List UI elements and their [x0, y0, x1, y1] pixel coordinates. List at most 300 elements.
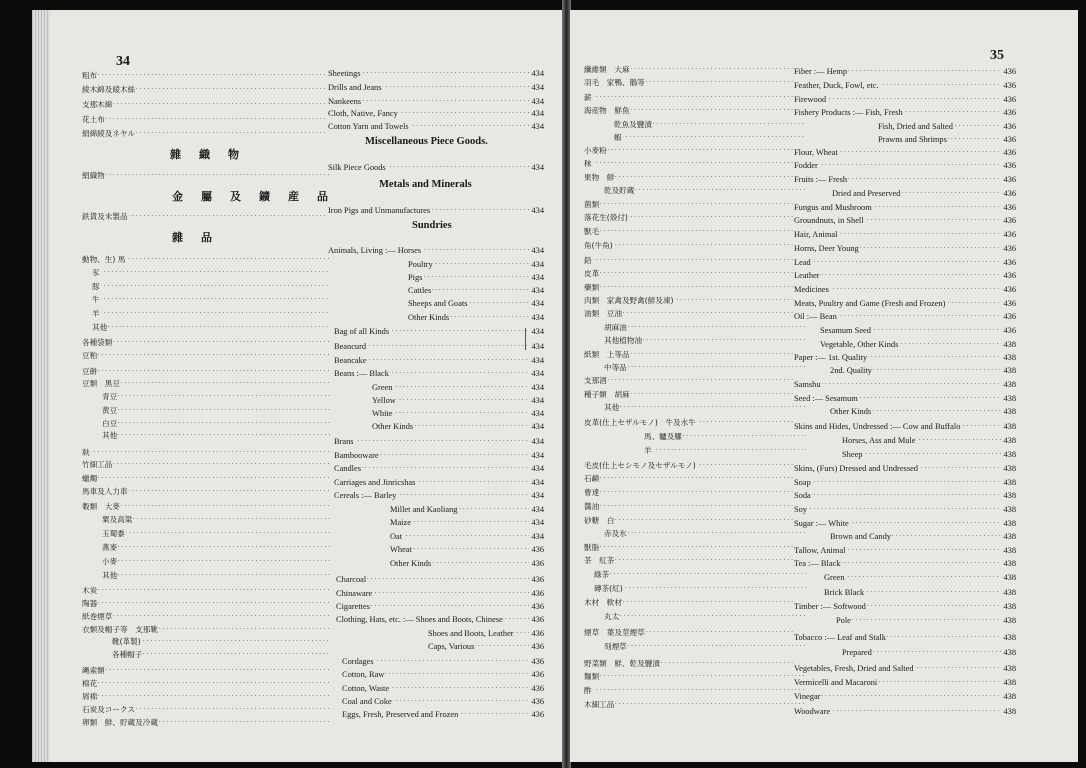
entry-text: Bambooware — [334, 451, 379, 460]
jp-entry — [584, 500, 806, 513]
page-ref: 438 — [1003, 532, 1016, 541]
dot-leader — [584, 684, 806, 697]
page-ref: 438 — [1003, 450, 1016, 459]
jp-entry — [102, 404, 330, 417]
jp-entry-text: 支那木綿 — [82, 100, 113, 109]
jp-entry-text: 其他 — [102, 431, 118, 440]
index-entry — [794, 462, 1016, 475]
index-entry — [794, 392, 1016, 405]
dot-leader — [614, 131, 806, 144]
jp-entry-text: 各種袋類 — [82, 338, 113, 347]
jp-entry-text: 白豆 — [102, 419, 118, 428]
dot-leader — [82, 98, 330, 111]
jp-entry — [82, 485, 330, 498]
page-ref: 436 — [1003, 189, 1016, 198]
page-ref: 438 — [1003, 353, 1016, 362]
jp-entry — [594, 568, 806, 581]
entry-text: Animals, Living :— Horses — [328, 246, 422, 255]
dot-leader — [594, 568, 806, 581]
dot-leader — [102, 429, 330, 442]
page-ref: 434 — [531, 437, 544, 446]
entry-text: Samshu — [794, 380, 821, 389]
section-heading-jp: 雜品 — [172, 231, 230, 244]
jp-entry — [82, 210, 330, 223]
jp-entry — [584, 348, 806, 361]
entry-text: Seed :— Sesamum — [794, 394, 858, 403]
page-ref: 436 — [1003, 108, 1016, 117]
entry-text: Fodder — [794, 161, 818, 170]
page-ref: 434 — [531, 396, 544, 405]
page-ref: 434 — [531, 464, 544, 473]
jp-entry — [82, 458, 330, 471]
index-entry — [336, 587, 544, 600]
index-entry — [372, 394, 544, 407]
jp-entry-text: 乾魚及鹽漬 — [614, 120, 652, 129]
jp-entry — [604, 527, 806, 540]
jp-entry-text: 絹綿綾及ネヤル — [82, 129, 136, 138]
page-ref: 436 — [1003, 135, 1016, 144]
dot-leader — [584, 281, 806, 294]
jp-entry — [584, 211, 806, 224]
jp-entry-text: 酢 — [584, 686, 592, 695]
entry-text: Pole — [836, 616, 851, 625]
jp-entry — [102, 569, 330, 582]
jp-entry-text: 煙草 葉及莖煙草 — [584, 628, 645, 637]
jp-entry — [92, 321, 330, 334]
page-ref: 436 — [1003, 81, 1016, 90]
page-ref: 436 — [531, 589, 544, 598]
page-ref: 436 — [1003, 67, 1016, 76]
index-entry — [794, 159, 1016, 172]
jp-entry-text: 海産物 鮮魚 — [584, 106, 630, 115]
dot-leader — [82, 584, 330, 597]
entry-text: 2nd. Quality — [830, 366, 872, 375]
entry-text: Sugar :— White — [794, 519, 849, 528]
index-entry — [342, 668, 544, 681]
entry-text: Bag of all Kinds — [334, 327, 390, 336]
page-ref: 436 — [1003, 285, 1016, 294]
entry-text: Soap — [794, 478, 811, 487]
entry-text: Oat — [390, 532, 403, 541]
jp-entry — [102, 527, 330, 540]
dot-leader — [794, 256, 1002, 269]
jp-entry — [584, 63, 806, 76]
dot-leader — [82, 472, 330, 485]
jp-entry — [112, 635, 330, 648]
page-ref: 438 — [1003, 407, 1016, 416]
dot-leader — [92, 307, 330, 320]
dot-leader — [92, 266, 330, 279]
jp-entry — [82, 349, 330, 362]
page-ref: 436 — [1003, 148, 1016, 157]
dot-leader — [604, 640, 806, 653]
index-entry — [328, 161, 544, 174]
index-entry — [794, 65, 1016, 78]
page-ref: 438 — [1003, 491, 1016, 500]
jp-entry — [584, 388, 806, 401]
jp-entry-text: 紙巻煙草 — [82, 612, 113, 621]
dot-leader — [82, 349, 330, 362]
page-ref: 436 — [531, 575, 544, 584]
left-page — [32, 10, 565, 762]
index-entry — [428, 627, 544, 640]
entry-text: Vegetables, Fresh, Dried and Salted — [794, 664, 914, 673]
index-entry — [794, 146, 1016, 159]
jp-entry-text: 鉛 — [584, 256, 592, 265]
index-entry — [820, 338, 1016, 351]
index-entry — [794, 93, 1016, 106]
jp-entry-text: 小麥粉 — [584, 146, 607, 155]
page-ref: 434 — [531, 163, 544, 172]
entry-text: Horns, Deer Young — [794, 244, 859, 253]
jp-entry — [604, 321, 806, 334]
jp-entry-text: 穀類 大麥 — [82, 502, 120, 511]
jp-entry — [584, 281, 806, 294]
jp-entry-text: 花土布 — [82, 115, 105, 124]
dot-leader — [82, 610, 330, 623]
page-ref: 438 — [1003, 478, 1016, 487]
jp-entry — [584, 459, 806, 472]
index-entry — [336, 613, 544, 626]
index-entry — [794, 283, 1016, 296]
jp-entry-text: 磚茶(紅) — [594, 584, 623, 593]
jp-entry — [584, 76, 806, 89]
entry-text: Fruits :— Fresh — [794, 175, 848, 184]
dot-leader — [584, 514, 806, 527]
section-heading: Sundries — [412, 220, 452, 231]
page-ref: 436 — [1003, 271, 1016, 280]
jp-entry-text: 馬、驢及騾 — [644, 432, 682, 441]
jp-entry — [584, 698, 806, 711]
entry-text: Paper :— 1st. Quality — [794, 353, 868, 362]
dot-leader — [594, 582, 806, 595]
index-entry — [794, 600, 1016, 613]
jp-entry — [102, 513, 330, 526]
entry-text: Tobacco :— Leaf and Stalk — [794, 633, 886, 642]
jp-entry-text: 絹織物 — [82, 171, 105, 180]
jp-entry — [112, 648, 330, 661]
index-entry — [794, 420, 1016, 433]
index-entry — [408, 297, 544, 310]
index-entry — [390, 530, 544, 543]
jp-entry-text: 玉蜀黍 — [102, 529, 125, 538]
jp-entry-text: 其他 — [102, 571, 118, 580]
index-entry — [334, 449, 544, 462]
entry-text: Brick Black — [824, 588, 865, 597]
page-ref: 436 — [1003, 161, 1016, 170]
index-entry — [794, 214, 1016, 227]
page-ref: 438 — [1003, 366, 1016, 375]
jp-entry — [584, 514, 806, 527]
index-entry — [794, 242, 1016, 255]
entry-text: Caps, Various — [428, 642, 475, 651]
index-entry — [794, 269, 1016, 282]
jp-entry-text: 羊 — [644, 446, 652, 455]
entry-text: Eggs, Fresh, Preserved and Frozen — [342, 710, 459, 719]
dot-leader — [794, 159, 1002, 172]
page-ref: 436 — [1003, 216, 1016, 225]
jp-entry — [584, 225, 806, 238]
entry-text: Carriages and Jinricshas — [334, 478, 416, 487]
section-heading: Miscellaneous Piece Goods. — [365, 136, 488, 147]
page-ref: 436 — [531, 657, 544, 666]
page-ref: 436 — [531, 684, 544, 693]
entry-text: Beans :— Black — [334, 369, 389, 378]
jp-entry — [82, 597, 330, 610]
jp-entry-text: 角(牛角) — [584, 241, 613, 250]
index-entry — [842, 448, 1016, 461]
entry-text: Clothing, Hats, etc. :— Shoes and Boots, Chinese — [336, 615, 503, 624]
dot-leader — [112, 648, 330, 661]
right-page — [570, 10, 1078, 762]
index-entry — [334, 340, 544, 353]
index-entry — [878, 133, 1016, 146]
dot-leader — [334, 435, 530, 448]
jp-entry — [604, 334, 806, 347]
jp-entry-text: 皮革 — [584, 269, 600, 278]
dot-leader — [794, 690, 1002, 703]
jp-entry — [82, 83, 330, 96]
page-ref: 438 — [1003, 692, 1016, 701]
jp-entry-text: 薪 — [584, 93, 592, 102]
page-ref: 434 — [531, 122, 544, 131]
jp-entry-text: 茶 紅茶 — [584, 556, 615, 565]
index-entry — [794, 662, 1016, 675]
entry-text: Cattles — [408, 286, 432, 295]
entry-text: Soda — [794, 491, 811, 500]
page-ref: 434 — [531, 206, 544, 215]
jp-entry-text: 皮革(仕上セザルモノ) 牛及水牛 — [584, 418, 696, 427]
jp-entry — [82, 500, 330, 513]
jp-entry — [92, 293, 330, 306]
dot-leader — [102, 404, 330, 417]
entry-text: Pigs — [408, 273, 423, 282]
index-entry — [342, 695, 544, 708]
book-edge — [32, 10, 50, 762]
page-ref: 436 — [1003, 244, 1016, 253]
entry-text: Fish, Dried and Salted — [878, 122, 953, 131]
jp-entry — [92, 266, 330, 279]
index-entry — [794, 106, 1016, 119]
index-entry — [820, 324, 1016, 337]
index-entry — [836, 614, 1016, 627]
page-ref: 438 — [1003, 664, 1016, 673]
entry-text: Green — [372, 383, 393, 392]
entry-text: Drills and Jeans — [328, 83, 382, 92]
jp-entry — [82, 169, 330, 182]
entry-text: Hair, Animal — [794, 230, 838, 239]
jp-entry — [584, 198, 806, 211]
index-entry — [328, 120, 544, 133]
index-entry — [794, 228, 1016, 241]
jp-entry-text: 青豆 — [102, 392, 118, 401]
page-ref: 434 — [531, 83, 544, 92]
jp-entry-text: 陶器 — [82, 599, 98, 608]
dot-leader — [584, 267, 806, 280]
entry-text: Other Kinds — [372, 422, 414, 431]
entry-text: Sheetings — [328, 69, 361, 78]
index-entry — [830, 364, 1016, 377]
jp-entry — [604, 610, 806, 623]
page-ref: 438 — [1003, 616, 1016, 625]
dot-leader — [102, 513, 330, 526]
entry-text: Coal and Coke — [342, 697, 392, 706]
index-entry — [342, 682, 544, 695]
entry-text: Tallow, Animal — [794, 546, 846, 555]
jp-entry — [584, 374, 806, 387]
entry-text: Nankeens — [328, 97, 362, 106]
page-ref: 434 — [531, 260, 544, 269]
page-ref: 434 — [531, 451, 544, 460]
dot-leader — [604, 361, 806, 374]
jp-entry-text: 燕麥 — [102, 543, 118, 552]
jp-entry — [584, 670, 806, 683]
index-entry — [824, 571, 1016, 584]
jp-entry-text: 動物、生) 馬 — [82, 255, 126, 264]
page-ref: 434 — [531, 246, 544, 255]
entry-text: White — [372, 409, 393, 418]
jp-entry-text: 砂糖 白 — [584, 516, 615, 525]
entry-text: Leather — [794, 271, 820, 280]
index-entry — [794, 676, 1016, 689]
jp-entry-text: 豆粕 — [82, 351, 98, 360]
entry-text: Dried and Preserved — [832, 189, 901, 198]
dot-leader — [82, 458, 330, 471]
page-ref: 436 — [531, 602, 544, 611]
dot-leader — [584, 486, 806, 499]
jp-entry-text: 石鹸 — [584, 474, 600, 483]
jp-entry — [82, 664, 330, 677]
dot-leader — [82, 677, 330, 690]
page-ref: 438 — [1003, 573, 1016, 582]
page-ref: 434 — [531, 97, 544, 106]
jp-entry-text: 乾及貯蔵 — [604, 186, 635, 195]
index-entry — [842, 434, 1016, 447]
index-entry — [830, 530, 1016, 543]
index-entry — [372, 420, 544, 433]
page-ref: 436 — [1003, 122, 1016, 131]
page-ref: 438 — [1003, 464, 1016, 473]
page-ref: 434 — [531, 369, 544, 378]
page-ref: 438 — [1003, 394, 1016, 403]
jp-entry — [102, 429, 330, 442]
jp-entry — [82, 690, 330, 703]
jp-entry-text: 蠟燭 — [82, 474, 98, 483]
jp-entry — [82, 703, 330, 716]
index-entry — [794, 173, 1016, 186]
index-entry — [334, 476, 544, 489]
jp-entry — [644, 430, 806, 443]
index-entry — [334, 462, 544, 475]
index-entry — [372, 407, 544, 420]
dot-leader — [102, 555, 330, 568]
jp-entry-text: 卵類 鮮、貯蔵及冷蔵 — [82, 718, 158, 727]
entry-text: Other Kinds — [830, 407, 872, 416]
jp-entry-text: 其他 — [604, 403, 620, 412]
index-entry — [794, 705, 1016, 718]
dot-leader — [82, 336, 330, 349]
page-ref: 434 — [531, 478, 544, 487]
jp-entry-text: 綠茶 — [594, 570, 610, 579]
entry-text: Cordages — [342, 657, 374, 666]
dot-leader — [584, 171, 806, 184]
jp-entry-text: 毛皮(仕上セシモノ及セザルモノ) — [584, 461, 696, 470]
entry-text: Skins, (Furs) Dressed and Undressed — [794, 464, 918, 473]
entry-text: Beancurd — [334, 342, 367, 351]
jp-entry-text: 各種帽子 — [112, 650, 143, 659]
dot-leader — [584, 254, 806, 267]
jp-entry — [584, 144, 806, 157]
index-entry — [334, 435, 544, 448]
jp-entry-text: 屑棉 — [82, 692, 98, 701]
jp-entry-text: 豆餅 — [82, 367, 98, 376]
jp-entry — [82, 716, 330, 729]
page-ref: 434 — [531, 313, 544, 322]
jp-entry — [584, 684, 806, 697]
dot-leader — [604, 321, 806, 334]
bracket-line — [525, 328, 526, 350]
entry-text: Prawns and Shrimps — [878, 135, 947, 144]
entry-text: Timber :— Softwood — [794, 602, 866, 611]
index-entry — [328, 204, 544, 217]
page-ref: 434 — [531, 383, 544, 392]
index-entry — [794, 256, 1016, 269]
index-entry — [878, 120, 1016, 133]
jp-entry-text: 紙類 上等品 — [584, 350, 630, 359]
dot-leader — [112, 635, 330, 648]
dot-leader — [92, 321, 330, 334]
page-ref: 434 — [531, 327, 544, 336]
jp-entry-text: 中等品 — [604, 363, 627, 372]
jp-entry-text: 果物 鮮 — [584, 173, 615, 182]
entry-text: Maize — [390, 518, 411, 527]
entry-text: Feather, Duck, Fowl, etc. — [794, 81, 879, 90]
page-ref: 434 — [531, 422, 544, 431]
page-ref: 438 — [1003, 588, 1016, 597]
entry-text: Flour, Wheat — [794, 148, 838, 157]
entry-text: Oil :— Bean — [794, 312, 837, 321]
jp-entry-text: 羽毛 家鴨、鵝等 — [584, 78, 645, 87]
section-heading-jp: 金屬及鑛産品 — [172, 190, 346, 203]
jp-entry — [102, 390, 330, 403]
jp-entry — [584, 541, 806, 554]
page-ref: 434 — [531, 69, 544, 78]
index-entry — [794, 476, 1016, 489]
jp-entry — [644, 444, 806, 457]
page-ref: 436 — [531, 670, 544, 679]
jp-entry — [584, 157, 806, 170]
index-entry — [334, 354, 544, 367]
page-ref: 438 — [1003, 340, 1016, 349]
entry-text: Green — [824, 573, 845, 582]
jp-entry-text: 木細工品 — [584, 700, 615, 709]
jp-entry — [584, 239, 806, 252]
jp-entry-text: 綾木綿及綾木絲 — [82, 85, 136, 94]
page-ref: 436 — [1003, 299, 1016, 308]
entry-text: Sheeps and Goats — [408, 299, 468, 308]
jp-entry-text: 醬油 — [584, 502, 600, 511]
dot-leader — [390, 530, 530, 543]
index-entry — [342, 655, 544, 668]
page-ref: 436 — [1003, 95, 1016, 104]
jp-entry-text: 肉類 家禽及野禽(鮮及凍) — [584, 296, 674, 305]
index-entry — [390, 516, 544, 529]
jp-entry-text: 蝦 — [614, 133, 622, 142]
jp-entry — [102, 541, 330, 554]
dot-leader — [604, 401, 806, 414]
dot-leader — [842, 448, 1002, 461]
jp-entry-text: 纖維類 大麻 — [584, 65, 630, 74]
